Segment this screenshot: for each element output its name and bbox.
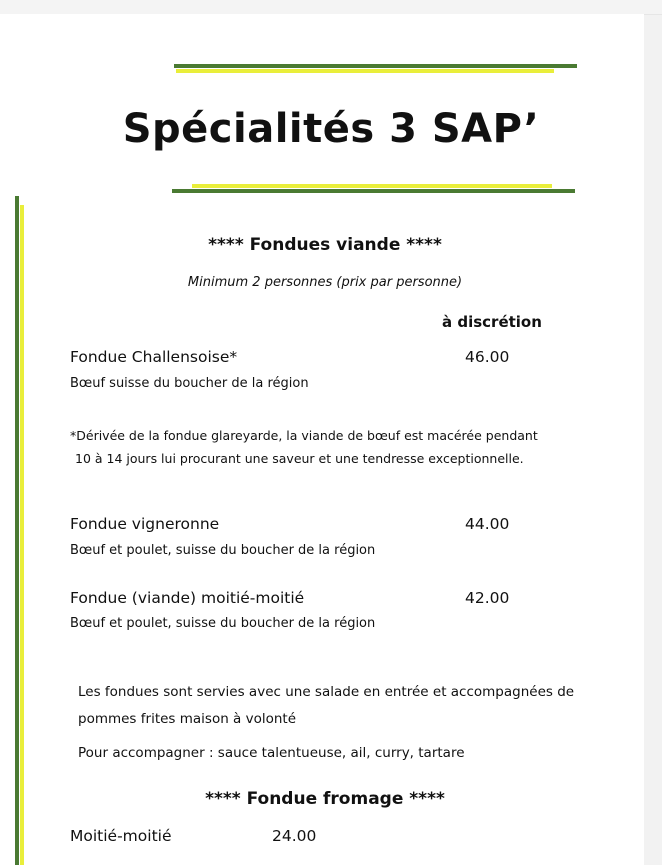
title-top-yellow-line (176, 69, 554, 73)
price-column-header: à discrétion (442, 313, 542, 331)
item-desc-moitie-moitie-viande: Bœuf et poulet, suisse du boucher de la région (70, 616, 376, 631)
title-bottom-green-line (172, 189, 575, 193)
footnote-line-2: 10 à 14 jours lui procurant une saveur et une tendresse exceptionnelle. (75, 451, 524, 466)
meat-section-heading: **** Fondues viande **** (208, 235, 442, 255)
item-price-moitie-moitie-viande: 42.00 (465, 589, 510, 607)
item-name-challensoise: Fondue Challensoise* (70, 348, 238, 366)
item-desc-challensoise: Bœuf suisse du boucher de la région (70, 376, 309, 391)
item-price-moitie-moitie-fromage: 24.00 (272, 827, 317, 845)
sauces-info: Pour accompagner : sauce talentueuse, ail, curry, tartare (78, 745, 465, 761)
served-info-line-1: Les fondues sont servies avec une salade en entrée et accompagnées de (78, 684, 575, 700)
item-price-challensoise: 46.00 (465, 348, 510, 366)
served-info-line-2: pommes frites maison à volonté (78, 711, 297, 727)
left-vertical-yellow-line (20, 205, 24, 865)
meat-section-subtitle: Minimum 2 personnes (prix par personne) (187, 275, 463, 290)
cheese-section-heading: **** Fondue fromage **** (205, 789, 445, 809)
title-bottom-yellow-line (192, 184, 552, 188)
item-desc-vigneronne: Bœuf et poulet, suisse du boucher de la région (70, 543, 376, 558)
left-vertical-green-line (15, 196, 19, 865)
item-price-vigneronne: 44.00 (465, 515, 510, 533)
page-title: Spécialités 3 SAP’ (122, 106, 540, 152)
top-toolbar-strip (0, 0, 662, 15)
title-top-green-line (174, 64, 577, 68)
item-name-moitie-moitie-viande: Fondue (viande) moitié-moitié (70, 589, 305, 607)
footnote-line-1: *Dérivée de la fondue glareyarde, la viande de bœuf est macérée pendant (70, 428, 538, 443)
item-name-vigneronne: Fondue vigneronne (70, 515, 220, 533)
item-name-moitie-moitie-fromage: Moitié-moitié (70, 827, 172, 845)
